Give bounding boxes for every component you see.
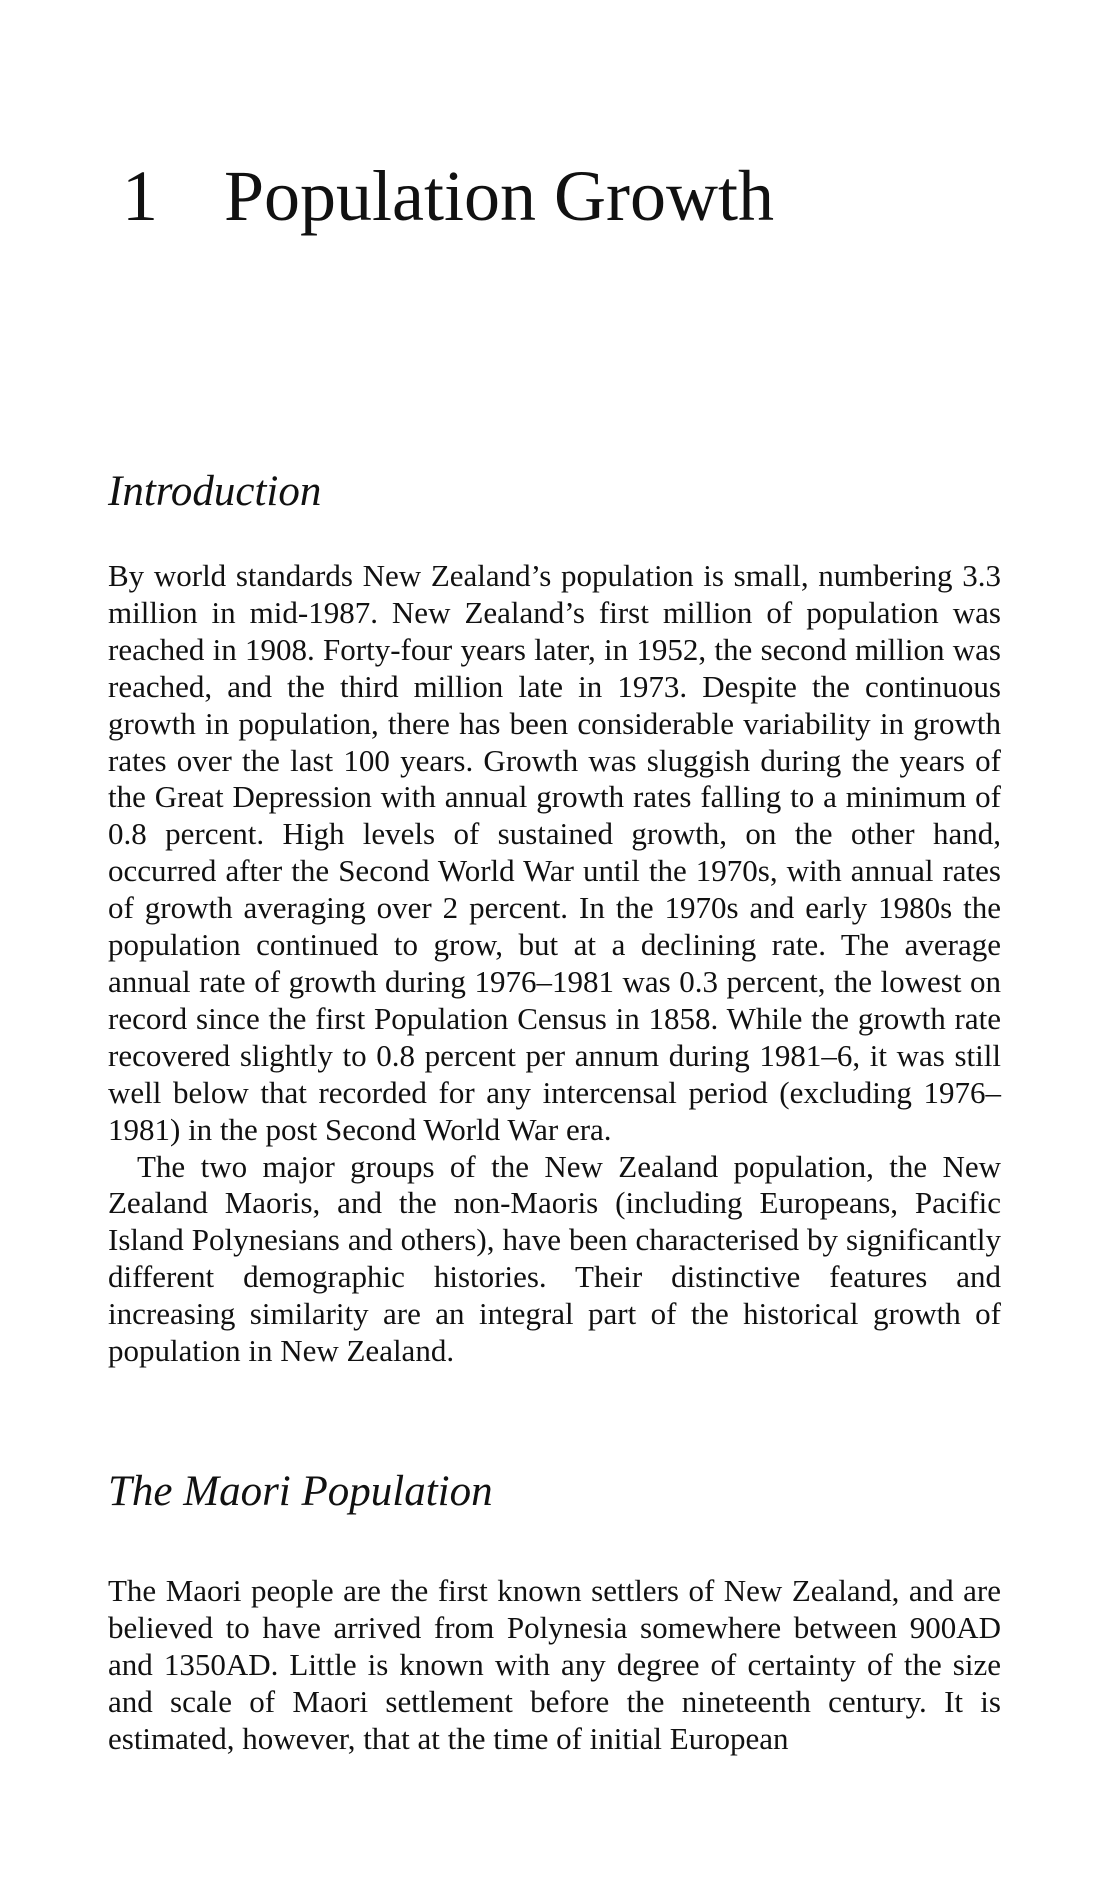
chapter-number: 1 [122, 156, 158, 236]
section-heading-maori-population: The Maori Population [108, 1468, 493, 1515]
paragraph: By world standards New Zealand’s population is small, numbering 3.3 million in mid-1987. New Zealand’s first million of population was reached in 1908. Forty-four years later, in 1952, the second million was reached, and the third million late in 1973. Despite the continuous growth in population, there has been considerable variability in growth rates over the last 100 years. Growth was sluggish during the years of the Great Depression with annual growth rates falling to a minimum of 0.8 percent. High levels of sustained growth, on the other hand, occurred after the Second World War until the 1970s, with annual rates of growth averaging over 2 percent. In the 1970s and early 1980s the population continued to grow, but at a declining rate. The average annual rate of growth during 1976–1981 was 0.3 percent, the lowest on record since the first Population Census in 1858. While the growth rate recovered slightly to 0.8 percent per annum during 1981–6, it was still well below that recorded for any intercensal period (excluding 1976–1981) in the post Second World War era. [108, 558, 1001, 1147]
paragraph: The two major groups of the New Zealand population, the New Zealand Maoris, and the non-Maoris (including Europeans, Pacific Island Polynesians and others), have been characterised by significantly different demographic histories. Their distinctive features and increasing similarity are an integral part of the historical growth of population in New Zealand. [108, 1148, 1001, 1369]
chapter-title-text: Population Growth [224, 156, 774, 236]
paragraph: The Maori people are the first known settlers of New Zealand, and are believed to have arrived from Polynesia somewhere between 900AD and 1350AD. Little is known with any degree of certainty of the size and scale of Maori settlement before the nineteenth century. It is estimated, however, that at the time of initial European [108, 1573, 1001, 1756]
chapter-title [122, 156, 774, 236]
maori-population-body [108, 1573, 1001, 1758]
section-heading-introduction: Introduction [108, 468, 322, 515]
introduction-body [108, 558, 1001, 1370]
